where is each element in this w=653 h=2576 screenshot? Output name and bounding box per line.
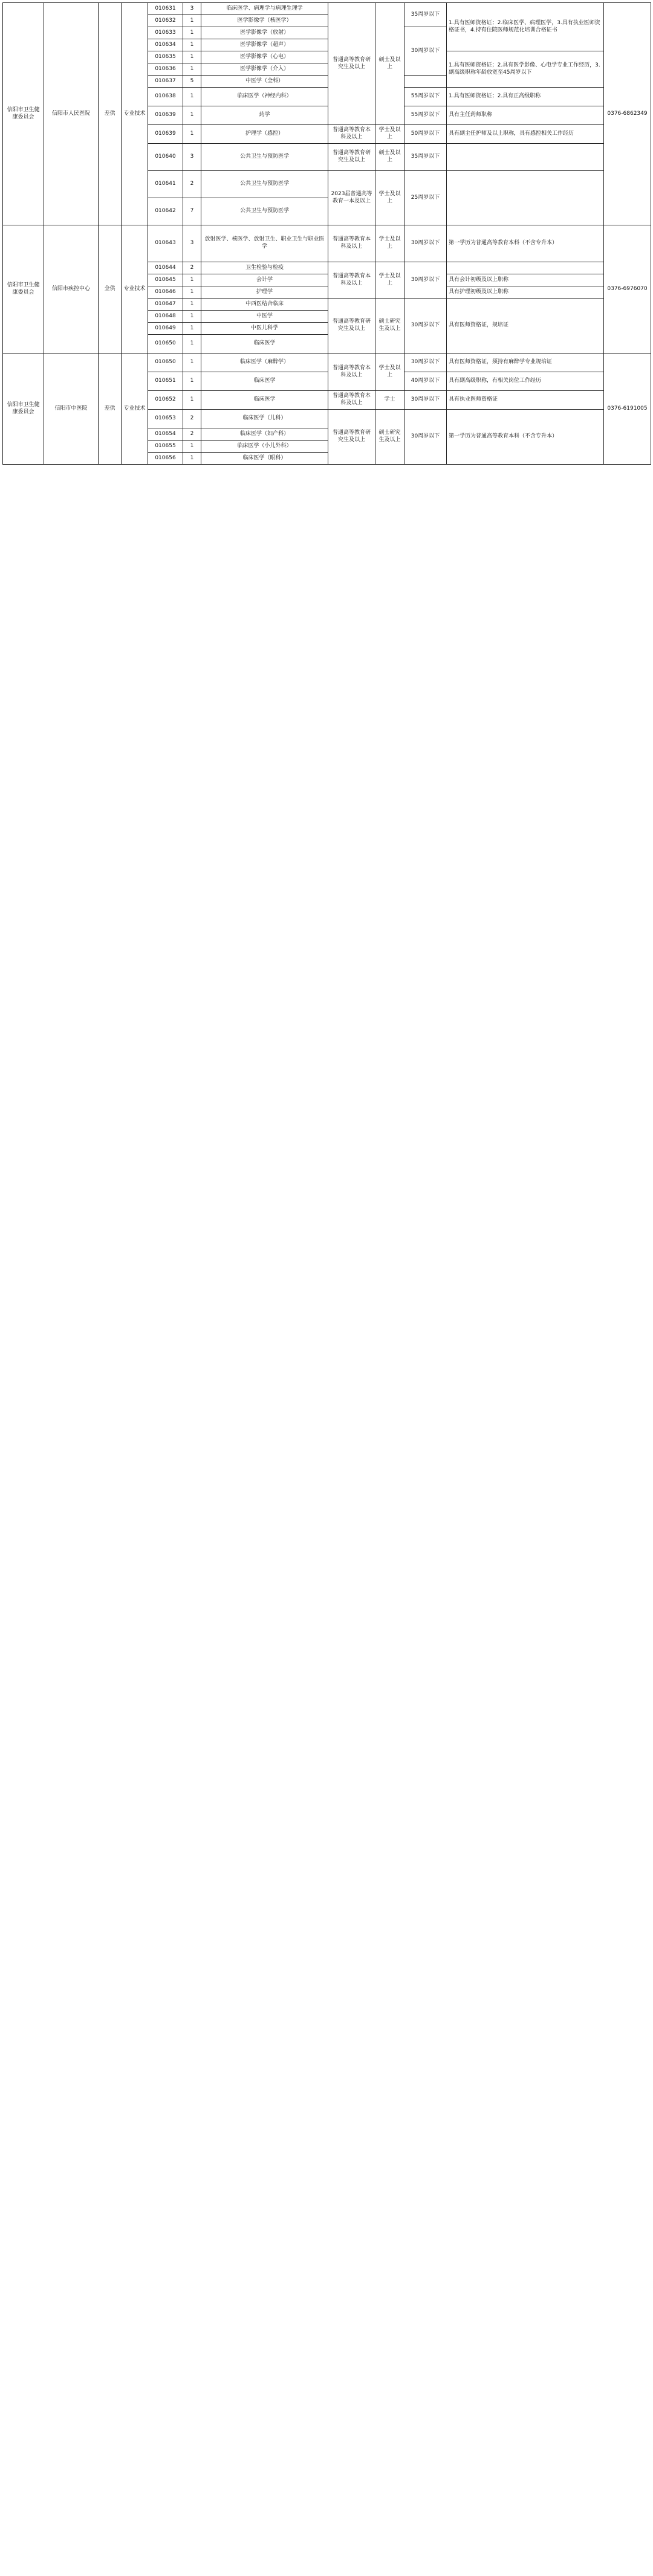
table-cell: 学士及以上 [375,125,404,144]
table-cell: 学士及以上 [375,353,404,391]
table-row [3,3,651,15]
table-cell: 1 [183,391,201,410]
table-cell: 第一学历为普通高等教育本科（不含专升本） [447,225,604,262]
table-cell: 普通高等教育本科及以上 [328,262,375,299]
table-cell: 30周岁以下 [404,27,447,76]
table-cell: 30周岁以下 [404,262,447,299]
table-cell: 普通高等教育本科及以上 [328,391,375,410]
table-row [3,353,651,372]
table-cell: 硕士及以上 [375,3,404,125]
table-cell: 医学影像学（放射） [201,27,328,39]
table-cell: 1 [183,441,201,453]
table-cell: 1 [183,353,201,372]
table-cell: 中医儿科学 [201,323,328,335]
table-cell: 具有护理初级及以上职称 [447,286,604,299]
table-cell: 0376-6976070 [604,225,651,353]
table-cell: 具有医师资格证，规培证 [447,299,604,353]
table-cell: 35周岁以下 [404,3,447,27]
table-cell: 1 [183,88,201,106]
table-cell: 1 [183,311,201,323]
table-cell: 具有副高级职称，有相关岗位工作经历 [447,372,604,391]
table-cell: 中医学 [201,311,328,323]
table-cell: 40周岁以下 [404,372,447,391]
table-cell [447,171,604,225]
table-cell: 学士及以上 [375,262,404,299]
table-cell: 1 [183,106,201,125]
table-cell: 30周岁以下 [404,225,447,262]
table-cell: 1 [183,453,201,465]
table-cell: 临床医学（妇产科） [201,428,328,441]
table-cell: 信阳市中医院 [44,353,99,465]
table-cell: 公共卫生与预防医学 [201,171,328,198]
table-cell: 护理学 [201,286,328,299]
table-cell: 临床医学（小儿外科） [201,441,328,453]
table-cell: 硕士研究生及以上 [375,299,404,353]
table-cell: 2 [183,428,201,441]
table-cell: 2 [183,262,201,274]
table-cell: 公共卫生与预防医学 [201,144,328,171]
table-cell: 50周岁以下 [404,125,447,144]
table-cell: 010644 [148,262,183,274]
table-cell: 010650 [148,335,183,353]
table-cell: 3 [183,144,201,171]
table-cell: 临床医学 [201,335,328,353]
table-cell: 医学影像学（超声） [201,39,328,51]
table-cell: 放射医学、核医学、放射卫生、职业卫生与职业医学 [201,225,328,262]
table-cell: 010633 [148,27,183,39]
table-cell: 30周岁以下 [404,299,447,353]
table-cell: 第一学历为普通高等教育本科（不含专升本） [447,410,604,465]
table-cell [447,144,604,171]
table-body [3,3,651,465]
table-cell: 010631 [148,3,183,15]
table-cell: 010640 [148,144,183,171]
table-cell: 2023届普通高等教育一本及以上 [328,171,375,225]
table-cell: 普通高等教育研究生及以上 [328,3,375,125]
table-cell: 55周岁以下 [404,106,447,125]
table-cell: 卫生检验与检疫 [201,262,328,274]
table-cell: 010654 [148,428,183,441]
table-cell: 010645 [148,274,183,286]
table-cell: 010643 [148,225,183,262]
table-cell: 55周岁以下 [404,88,447,106]
table-cell: 普通高等教育研究生及以上 [328,144,375,171]
table-cell: 临床医学 [201,391,328,410]
table-cell: 1.具有医师资格证；2.临床医学、病理医学，3.具有执业医师资格证书，4.持有住院医师规范化培训合格证书 [447,3,604,51]
table-cell: 1 [183,372,201,391]
table-cell: 1 [183,323,201,335]
table-cell: 010632 [148,15,183,27]
table-cell: 护理学（感控） [201,125,328,144]
table-cell: 010652 [148,391,183,410]
table-cell: 信阳市疾控中心 [44,225,99,353]
table-cell: 专业技术 [122,225,148,353]
table-row [3,225,651,262]
table-cell: 医学影像学（核医学） [201,15,328,27]
table-cell: 中医学（全科） [201,76,328,88]
table-cell: 具有副主任护师及以上职称，具有感控相关工作经历 [447,125,604,144]
table-cell: 010636 [148,63,183,76]
table-cell: 35周岁以下 [404,144,447,171]
table-cell: 临床医学（神经内科） [201,88,328,106]
table-cell: 25周岁以下 [404,171,447,225]
table-cell: 5 [183,76,201,88]
table-cell: 普通高等教育本科及以上 [328,125,375,144]
table-cell: 信阳市卫生健康委员会 [3,3,44,225]
table-cell: 010656 [148,453,183,465]
table-cell: 1 [183,51,201,63]
table-cell: 硕士及以上 [375,144,404,171]
table-cell: 专业技术 [122,353,148,465]
table-cell: 2 [183,410,201,428]
table-cell: 医学影像学（心电） [201,51,328,63]
table-cell: 010648 [148,311,183,323]
table-cell: 010641 [148,171,183,198]
table-cell: 010635 [148,51,183,63]
table-cell: 010651 [148,372,183,391]
table-cell: 010649 [148,323,183,335]
table-cell: 010639 [148,125,183,144]
table-cell: 1 [183,286,201,299]
table-cell: 学士 [375,391,404,410]
table-cell: 临床医学 [201,372,328,391]
table-cell: 普通高等教育本科及以上 [328,225,375,262]
table-cell: 3 [183,3,201,15]
table-cell: 010647 [148,299,183,311]
table-cell: 学士及以上 [375,171,404,225]
table-cell: 1 [183,299,201,311]
table-cell: 0376-6862349 [604,3,651,225]
table-cell: 30周岁以下 [404,410,447,465]
table-cell: 差供 [99,353,122,465]
table-cell: 010642 [148,198,183,225]
table-cell: 具有会计初级及以上职称 [447,274,604,286]
table-cell: 信阳市卫生健康委员会 [3,353,44,465]
recruitment-table [2,2,651,465]
table-cell: 全供 [99,225,122,353]
table-cell: 硕士研究生及以上 [375,410,404,465]
table-cell: 1 [183,27,201,39]
table-cell: 学士及以上 [375,225,404,262]
table-cell: 临床医学、病理学与病理生理学 [201,3,328,15]
table-cell: 临床医学（眼科） [201,453,328,465]
table-cell: 1 [183,15,201,27]
table-cell: 1 [183,335,201,353]
table-cell: 公共卫生与预防医学 [201,198,328,225]
table-cell: 药学 [201,106,328,125]
table-cell: 010637 [148,76,183,88]
table-cell: 1.具有医师资格证；2.具有正高级职称 [447,88,604,106]
table-cell: 2 [183,171,201,198]
table-cell: 010638 [148,88,183,106]
table-cell: 010646 [148,286,183,299]
table-cell: 010650 [148,353,183,372]
table-cell: 010639 [148,106,183,125]
table-cell: 普通高等教育研究生及以上 [328,299,375,353]
table-cell: 1 [183,274,201,286]
table-cell: 中西医结合临床 [201,299,328,311]
table-cell: 会计学 [201,274,328,286]
table-cell: 3 [183,225,201,262]
table-cell: 30周岁以下 [404,391,447,410]
table-cell: 普通高等教育本科及以上 [328,353,375,391]
table-cell: 差供 [99,3,122,225]
table-cell: 1 [183,63,201,76]
table-cell: 1 [183,125,201,144]
table-cell: 医学影像学（介入） [201,63,328,76]
table-cell: 普通高等教育研究生及以上 [328,410,375,465]
table-cell: 1 [183,39,201,51]
table-cell: 010634 [148,39,183,51]
table-cell: 临床医学（儿科） [201,410,328,428]
table-cell: 0376-6191005 [604,353,651,465]
table-cell: 信阳市人民医院 [44,3,99,225]
table-cell: 具有主任药师职称 [447,106,604,125]
table-cell: 7 [183,198,201,225]
table-cell: 具有医师资格证，须持有麻醉学专业规培证 [447,353,604,372]
table-cell: 具有执业医师资格证 [447,391,604,410]
table-cell: 信阳市卫生健康委员会 [3,225,44,353]
table-cell: 1.具有医师资格证；2.具有医学影像、心电学专业工作经历，3.副高级职称年龄放宽至45周岁以下 [447,51,604,88]
table-cell: 010653 [148,410,183,428]
table-cell: 30周岁以下 [404,353,447,372]
table-cell: 临床医学（麻醉学） [201,353,328,372]
table-cell: 010655 [148,441,183,453]
table-cell [447,262,604,274]
table-cell: 专业技术 [122,3,148,225]
